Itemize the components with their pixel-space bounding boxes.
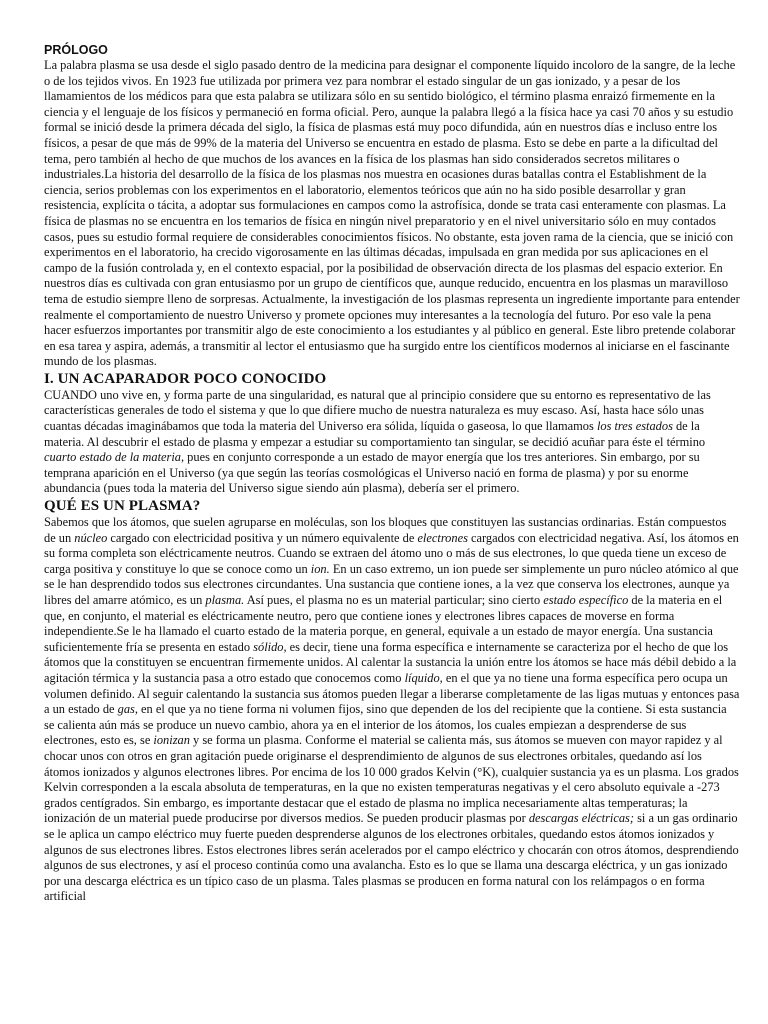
section2-text-8: en el que ya no tiene una forma específica pero ocupa un volumen definido. Al seguir calentando la sustancia sus átomos pueden llegar a liberarse completamente de las ligas mutuas y entonces pasa a un estado de — [44, 670, 740, 717]
italic-descargas-electricas: descargas eléctricas; — [528, 811, 635, 826]
italic-plasma: plasma. — [205, 593, 245, 607]
section1-text-a: CUANDO uno vive en, y forma parte de una singularidad, es natural que al principio considere que su entorno es representativo de las características generales de todo el sistema y que lo que difiere mucho de nuestra naturaleza es muy escaso. Así, hasta hace sólo unas cuantas décadas imaginábamos que toda la materia del Universo era sólida, líquida o gaseosa, lo que llamamos — [44, 387, 711, 434]
italic-electrones: electrones — [417, 530, 468, 545]
italic-ionizan: ionizan — [153, 733, 190, 748]
section1-text-b: de la materia. Al descubrir el estado de plasma y empezar a estudiar su comportamiento tan singular, se decidió acuñar para éste el término — [44, 419, 706, 449]
section2-text-4: En un caso extremo, un ion puede ser simplemente un puro núcleo atómico al que se le han desprendido todos sus electrones circundantes. Una sustancia que contiene iones, a la vez que conserva los electrones, aunque ya libres del amarre atómico, es un — [44, 561, 739, 607]
section1-heading: I. UN ACAPARADOR POCO CONOCIDO — [44, 370, 327, 387]
section2-text-11: si a un gas ordinario se le aplica un campo eléctrico muy fuerte pueden desprenderse algunos de los electrones orbitales, quedando estos átomos ionizados y algunos de sus electrones libres. Estos electrones libres serán acelerados por el campo eléctrico y chocarán con otros átomos, desprendiendo algunos de sus electrones, y así el proceso continúa como una avalancha. Esto es lo que se llama una descarga eléctrica, y un gas ionizado por una descarga eléctrica es un típico caso de un plasma. Tales plasmas se producen en forma natural con los relámpagos o en forma artificial — [44, 811, 739, 904]
section2-text-1: Sabemos que los átomos, que suelen agruparse en moléculas, son los bloques que constituyen las sustancias ordinarias. Están compuestos de un — [44, 515, 727, 545]
section2-text-7: es decir, tiene una forma específica e internamente se caracteriza por el hecho de que los átomos que la constituyen se encuentran firmemente unidos. Al calentar la sustancia la unión entre los átomos se hace más débil debido a la agitación térmica y la sustancia pasa a otro estado que conocemos como — [44, 639, 737, 685]
italic-nucleo: núcleo — [74, 530, 108, 545]
section2-heading: QUÉ ES UN PLASMA? — [44, 498, 201, 515]
section1-italic-tres-estados: los tres estados — [596, 419, 673, 434]
prologue-paragraph: La palabra plasma se usa desde el siglo pasado dentro de la medicina para designar el componente líquido incoloro de la sangre, de la leche o de los tejidos vivos. En 1923 fue utilizada por primera vez para nombrar el estado singular de un gas ionizado, y a pesar de los llamamientos de los médicos para que esta palabra se utilizara sólo en su sentido biológico, el término plasma enraizó firmemente en la ciencia y el lenguaje de los físicos y permaneció en forma oficial. Pero, aunque la palabra llegó a la física hace ya casi 70 años y su estudio formal se inició desde la primera década del siglo, la física de plasmas está muy poco difundida, aún en nuestros días e incluso entre los físicos, a pesar de que más de 99% de la materia del Universo se encuentra en estado de plasma. Esto se debe en parte a la dificultad del tema, pero también al hecho de que muchos de los avances en la física de los plasmas han sido considerados secretos militares o industriales.La historia del desarrollo de la física de los plasmas nos muestra en ocasiones duras batallas contra el Establishment de la ciencia, serios problemas con los experimentos en el laboratorio, elementos teóricos que aún no ha sido posible desarrollar y gran resistencia, explícita o tácita, a adoptar sus formulaciones en campos como la astrofísica, donde se trata casi enteramente con plasmas. La física de plasmas no se encuentra en los temarios de física en ningún nivel preparatorio y en el nivel universitario sólo en muy contados casos, pues su estudio formal requiere de considerables conocimientos físicos. No obstante, esta joven rama de la ciencia, que se inició con experimentos en el laboratorio, ha crecido vigorosamente en las últimas décadas, impulsada en gran medida por sus aplicaciones en el campo de la fusión controlada y, en el contexto espacial, por la posibilidad de observación directa de los plasmas del espacio exterior. En nuestros días es cultivada con gran entusiasmo por un grupo de científicos que, aunque reducido, encuentra en los plasmas un maravilloso tema de estudio siempre lleno de sorpresas. Actualmente, la investigación de los plasmas representa un ingrediente importante para entender realmente el comportamiento de nuestro Universo y promete opciones muy interesantes a la tecnología del futuro. Por eso vale la pena hacer esfuerzos importantes por transmitir algo de este conocimiento a los estudiantes y al público en general. Este libro pretende colaborar en esa tarea y aspira, además, a transmitir al lector el entusiasmo que ha surgido entre los científicos modernos al iniciarse en el fascinante mundo de los plasmas. — [44, 58, 740, 369]
section2-text-5: Así pues, el plasma no es un material particular; sino cierto — [244, 593, 544, 607]
section2-text-6: de la materia en el que, en conjunto, el material es eléctricamente neutro, pero que contiene iones y electrones libres capaces de moverse en forma independiente.Se le ha llamado el cuarto estado de la materia porque, en general, equivale a un estado de mayor energía. Una sustancia suficientemente fría se presenta en estado — [44, 593, 723, 654]
italic-ion: ion. — [310, 561, 330, 576]
italic-solido: sólido, — [253, 639, 287, 654]
section1-paragraph — [44, 388, 740, 497]
italic-gas: gas, — [117, 702, 138, 717]
section2-text-2: cargado con electricidad positiva y un número equivalente de — [107, 530, 418, 545]
section2-text-3: cargados con electricidad negativa. Así, los átomos en su forma completa son eléctricamente neutros. Cuando se extraen del átomo uno o más de sus electrones, lo que queda tiene un exceso de carga positiva y constituye lo que se conoce como un — [44, 530, 739, 576]
italic-estado-especifico: estado específico — [543, 593, 629, 607]
section2-text-10: y se forma un plasma. Conforme el material se calienta más, sus átomos se mueven con mayor rapidez y al chocar unos con otros en gran agitación puede originarse el desprendimiento de algunos de sus electrones orbitales, quedando así los átomos ionizados y algunos electrones libres. Por encima de los 10 000 grados Kelvin (°K), cualquier sustancia ya es un plasma. Los grados Kelvin corresponden a la escala absoluta de temperaturas, en la que no existen temperaturas negativas y el cero absoluto equivale a -273 grados centígrados. Sin embargo, es importante destacar que el estado de plasma no implica necesariamente altas temperaturas; la ionización de un material puede producirse por diversos medios. Se pueden producir plasmas por — [44, 733, 739, 826]
section2-text-9: en el que ya no tiene forma ni volumen fijos, sino que dependen de los del recipiente que la contiene. Si esta sustancia se calienta aún más se produce un nuevo cambio, ahora ya en el interior de los átomos, los cuales empiezan a desprenderse de sus electrones, esto es, se — [44, 702, 727, 748]
italic-liquido: líquido, — [404, 670, 443, 685]
section1-italic-cuarto-estado: cuarto estado de la materia, — [44, 450, 185, 465]
section1-text-c: pues en conjunto corresponde a un estado de mayor energía que los tres anteriores. Sin embargo, por su temprana aparición en el Universo (ya que según las teorías cosmológicas el Universo nació en forma de plasma) y por su enorme abundancia (pues toda la materia del Universo sigue siendo aún plasma), debería ser el primero. — [44, 450, 700, 496]
section2-paragraph — [44, 515, 740, 905]
prologue-title: PRÓLOGO — [44, 43, 108, 57]
